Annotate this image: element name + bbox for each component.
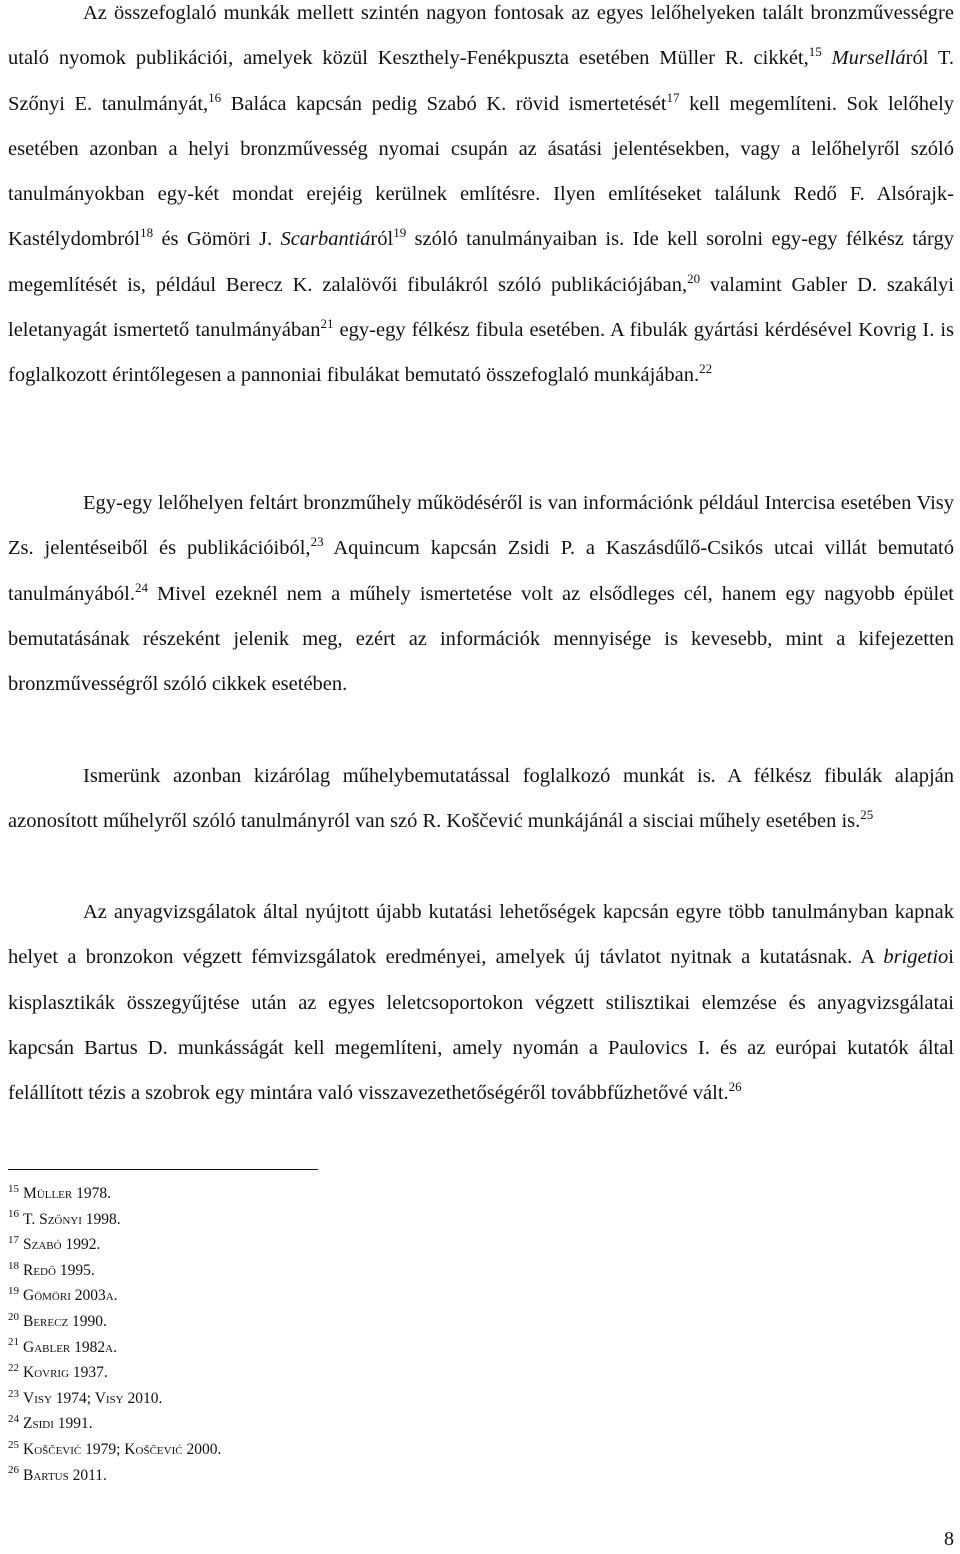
footnote: [8, 1437, 608, 1463]
footnote: [8, 1258, 608, 1284]
footnote-text: Bartus 2011.: [23, 1466, 107, 1484]
footnote-reference: 23: [310, 534, 324, 550]
footnote-reference: 15: [808, 44, 822, 60]
footnote: [8, 1360, 608, 1386]
paragraph-1: Az összefoglaló munkák mellett szintén nagyon fontosak az egyes lelőhelyeken talált bronzművességre utaló nyomok publikációi, amelyek közül Keszthely-Fenékpuszta esetében Müller R. cikkét,$^{15}$ Murselláról T. Szőnyi E. tanulmányát,$^{16}$ Baláca kapcsán pedig Szabó K. rövid ismertetését$^{17}$ kell megemlíteni. Sok lelőhely esetében azonban a helyi bronzművesség nyomai csupán az ásatási jelentésekben, vagy a lelőhelyről szóló tanulmányokban egy-két mondat erejéig kerülnek említésre. Ilyen említéseket találunk Redő F. Alsórajk-Kastélydombról$^{18}$ és Gömöri J. Scarbantiáról$^{19}$ szóló tanulmányaiban is. Ide kell sorolni egy-egy félkész tárgy megemlítését is, például Berecz K. zalalövői fibulákról szóló publikációjában,$^{20}$ valamint Gabler D. szakályi leletanyagát ismertető tanulmányában$^{21}$ egy-egy félkész fibula esetében. A fibulák gyártási kérdésével Kovrig I. is foglalkozott érintőlegesen a pannoniai fibulákat bemutató összefoglaló munkájában.$^{22}$: [8, 2, 955, 387]
footnote-reference: 22: [699, 361, 713, 377]
footnote-number: 26: [8, 1464, 19, 1477]
footnote-reference: 25: [860, 807, 874, 823]
paragraph-4: Az anyagvizsgálatok által nyújtott újabb kutatási lehetőségek kapcsán egyre több tanulmányban kapnak helyet a bronzokon végzett fémvizsgálatok eredményei, amelyek új távlatot nyitnak a kutatásnak. A brigetioi kisplasztikák összegyűjtése után az egyes leletcsoportokon végzett stilisztikai elemzése és anyagvizsgálatai kapcsán Bartus D. munkásságát kell megemlíteni, amely nyomán a Paulovics I. és az európai kutatók által felállított tézis a szobrok egy mintára való visszavezethetőségéről továbbfűzhetővé vált.$^{26}$: [8, 901, 954, 1105]
footnote: [8, 1463, 608, 1489]
footnote: [8, 1335, 608, 1361]
footnote-list: [8, 1181, 608, 1488]
footnote-number: 22: [8, 1362, 19, 1374]
italic-term: Mursellá: [831, 47, 906, 70]
footnote-number: 21: [8, 1336, 19, 1349]
footnote-number: 17: [8, 1234, 19, 1247]
footnote-reference: 17: [666, 89, 680, 105]
footnote-number: 25: [8, 1438, 19, 1451]
footnote: [8, 1411, 608, 1437]
footnote-number: 24: [8, 1413, 19, 1426]
footnote: [8, 1386, 608, 1412]
footnote-number: 18: [8, 1259, 19, 1272]
italic-term: brigetio: [883, 946, 949, 969]
footnote-text: Redő 1995.: [23, 1261, 95, 1279]
footnote: [8, 1283, 608, 1309]
footnote-text: Gabler 1982a.: [23, 1338, 117, 1356]
footnote-reference: 16: [208, 89, 222, 105]
footnote-number: 16: [8, 1208, 19, 1221]
footnote-text: Berecz 1990.: [23, 1312, 107, 1330]
footnote: [8, 1309, 608, 1335]
footnote: [8, 1207, 608, 1233]
footnote-text: T. Szőnyi 1998.: [23, 1210, 121, 1228]
footnote-number: 23: [8, 1387, 19, 1400]
footnote: [8, 1181, 608, 1207]
footnote-text: Müller 1978.: [23, 1185, 111, 1202]
footnote: [8, 1232, 608, 1258]
footnote-number: 20: [8, 1310, 19, 1323]
footnote-text: Kovrig 1937.: [23, 1364, 108, 1382]
footnote-reference: 21: [320, 316, 334, 332]
page-number: 8: [944, 1528, 954, 1550]
footnote-text: Szabó 1992.: [23, 1236, 101, 1254]
paragraph-2: Egy-egy lelőhelyen feltárt bronzműhely működéséről is van információnk például Intercisa esetében Visy Zs. jelentéseiből és publikációiból,$^{23}$ Aquincum kapcsán Zsidi P. a Kaszásdűlő-Csikós utcai villát bemutató tanulmányából.$^{24}$ Mivel ezeknél nem a műhely ismertetése volt az elsődleges cél, hanem egy nagyobb épület bemutatásának részeként jelenik meg, ezért az információk mennyisége is kevesebb, mint a kifejezetten bronzművességről szóló cikkek esetében.: [8, 492, 954, 696]
footnote-number: 19: [8, 1285, 19, 1298]
paragraph-3: Ismerünk azonban kizárólag műhelybemutatással foglalkozó munkát is. A félkész fibulák alapján azonosított műhelyről szóló tanulmányról van szó R. Koščević munkájánál a sisciai műhely esetében is.$^{25}$: [8, 765, 954, 833]
footnote-text: Visy 1974; Visy 2010.: [23, 1389, 163, 1407]
footnote-number: 15: [8, 1182, 19, 1195]
footnote-reference: 24: [134, 579, 148, 595]
footnote-text: Gömöri 2003a.: [23, 1287, 118, 1305]
italic-term: Scarbantiá: [280, 228, 371, 251]
footnote-text: Koščević 1979; Koščević 2000.: [23, 1440, 222, 1458]
footnote-reference: 18: [140, 225, 154, 241]
footnote-reference: 20: [687, 270, 701, 286]
footnote-reference: 26: [728, 1079, 742, 1095]
footnote-text: Zsidi 1991.: [23, 1415, 93, 1433]
footnote-reference: 19: [393, 225, 407, 241]
footnote-separator: [8, 1169, 318, 1170]
